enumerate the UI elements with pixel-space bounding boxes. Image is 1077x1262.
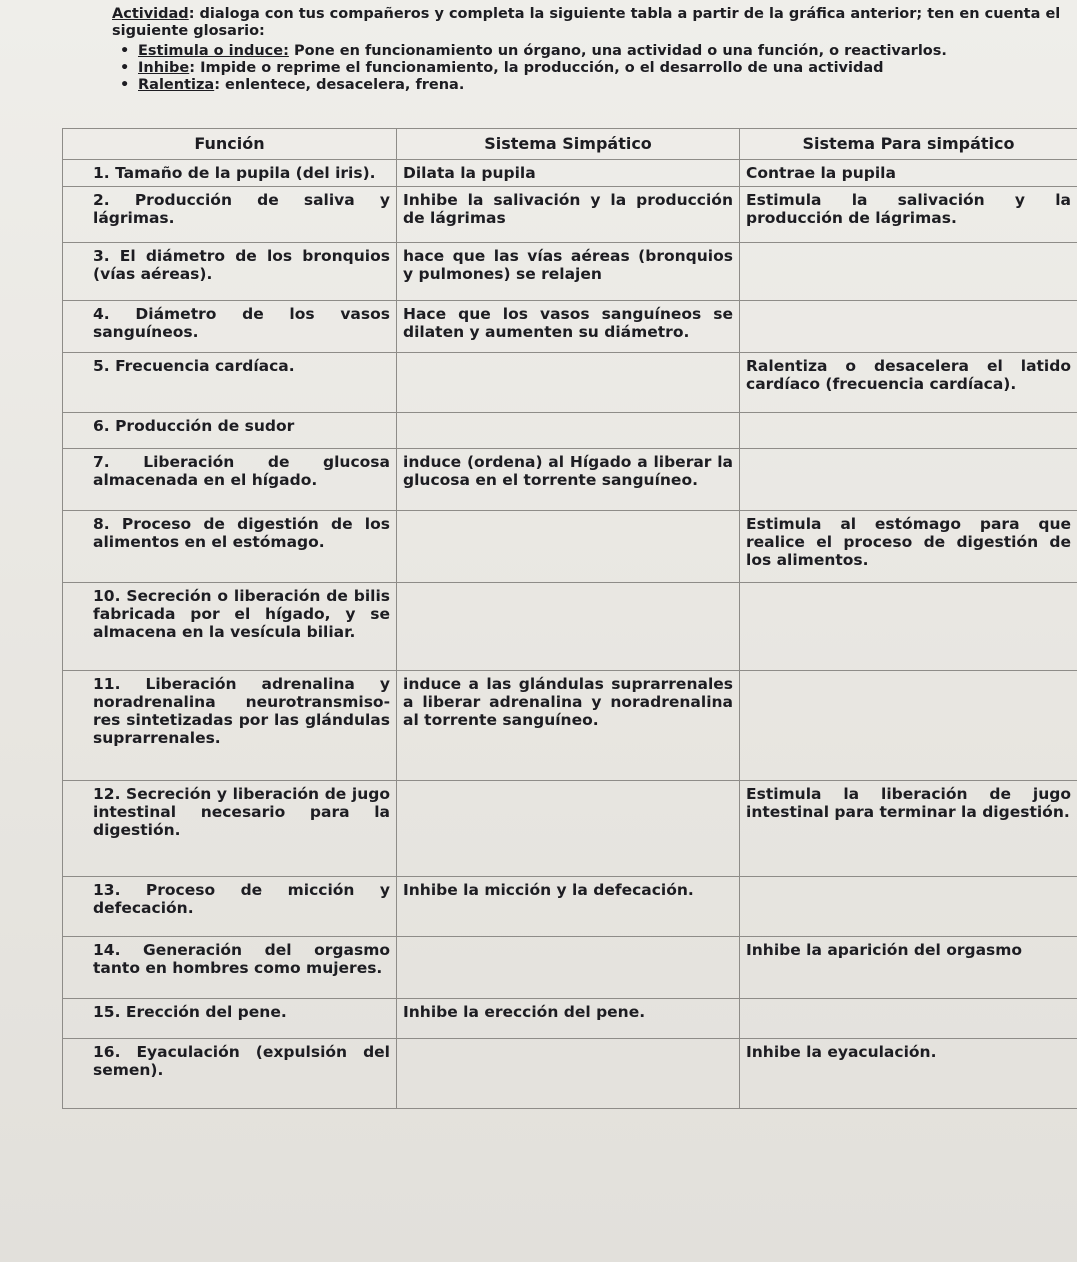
glossary-item: [138, 43, 1062, 60]
cell-parasimpatico: [740, 243, 1077, 301]
table-row: [63, 353, 1077, 413]
cell-parasimpatico: [740, 449, 1077, 511]
cell-parasimpatico: [740, 301, 1077, 353]
cell-simpatico: [397, 583, 740, 671]
header-parasimpatico: Sistema Para simpático: [740, 129, 1077, 160]
table-row: [63, 160, 1077, 187]
glossary-definition: : enlentece, desacelera, frena.: [214, 77, 465, 93]
cell-parasimpatico: Estimula la liberación de jugo intestinal para terminar la digestión.: [740, 781, 1077, 877]
cell-simpatico: Hace que los vasos sanguíneos se dilaten y aumenten su diámetro.: [397, 301, 740, 353]
glossary-term: Inhibe: [138, 60, 190, 76]
cell-simpatico: [397, 937, 740, 999]
glossary-item: [138, 77, 1062, 94]
cell-parasimpatico: Inhibe la aparición del orgasmo: [740, 937, 1077, 999]
cell-simpatico: [397, 353, 740, 413]
table-row: [63, 1039, 1077, 1109]
cell-funcion: 11. Liberación adrenalina y noradrenalina neurotransmiso-res sintetizadas por las glándulas suprarrenales.: [63, 671, 397, 781]
cell-funcion: 6. Producción de sudor: [63, 413, 397, 449]
cell-funcion: 2. Producción de saliva y lágrimas.: [63, 187, 397, 243]
cell-simpatico: [397, 1039, 740, 1109]
cell-funcion: 14. Generación del orgasmo tanto en hombres como mujeres.: [63, 937, 397, 999]
cell-funcion: 3. El diámetro de los bronquios (vías aéreas).: [63, 243, 397, 301]
table-row: [63, 671, 1077, 781]
table-body: [63, 160, 1077, 1109]
cell-parasimpatico: [740, 413, 1077, 449]
cell-simpatico: Inhibe la micción y la defecación.: [397, 877, 740, 937]
cell-funcion: 10. Secreción o liberación de bilis fabricada por el hígado, y se almacena en la vesícula biliar.: [63, 583, 397, 671]
glossary-definition: : Impide o reprime el funcionamiento, la producción, o el desarrollo de una actividad: [189, 60, 884, 76]
cell-simpatico: Inhibe la erección del pene.: [397, 999, 740, 1039]
glossary-definition: Pone en funcionamiento un órgano, una actividad o una función, o reactivarlos.: [288, 43, 947, 59]
cell-simpatico: [397, 781, 740, 877]
glossary-term: Estimula o induce:: [138, 43, 289, 59]
activity-paragraph: [112, 6, 1062, 40]
glossary-term: Ralentiza: [138, 77, 215, 93]
cell-funcion: 13. Proceso de micción y defecación.: [63, 877, 397, 937]
cell-simpatico: induce (ordena) al Hígado a liberar la glucosa en el torrente sanguíneo.: [397, 449, 740, 511]
cell-parasimpatico: Ralentiza o desacelera el latido cardíaco (frecuencia cardíaca).: [740, 353, 1077, 413]
activity-instructions: [112, 6, 1062, 94]
table-header-row: [63, 129, 1077, 160]
cell-funcion: 12. Secreción y liberación de jugo intestinal necesario para la digestión.: [63, 781, 397, 877]
cell-simpatico: hace que las vías aéreas (bronquios y pulmones) se relajen: [397, 243, 740, 301]
cell-parasimpatico: Estimula la salivación y la producción de lágrimas.: [740, 187, 1077, 243]
cell-parasimpatico: Contrae la pupila: [740, 160, 1077, 187]
table-row: [63, 999, 1077, 1039]
cell-simpatico: Dilata la pupila: [397, 160, 740, 187]
cell-parasimpatico: [740, 999, 1077, 1039]
activity-text: : dialoga con tus compañeros y completa la siguiente tabla a partir de la gráfica anterior; ten en cuenta el siguiente glosario:: [112, 6, 1061, 39]
table-row: [63, 243, 1077, 301]
cell-funcion: 1. Tamaño de la pupila (del iris).: [63, 160, 397, 187]
cell-parasimpatico: [740, 877, 1077, 937]
glossary-item: [138, 60, 1062, 77]
table-row: [63, 511, 1077, 583]
table-row: [63, 877, 1077, 937]
table-row: [63, 937, 1077, 999]
table-row: [63, 449, 1077, 511]
activity-label: Actividad: [112, 6, 189, 22]
cell-funcion: 15. Erección del pene.: [63, 999, 397, 1039]
table-row: [63, 187, 1077, 243]
cell-parasimpatico: Estimula al estómago para que realice el proceso de digestión de los alimentos.: [740, 511, 1077, 583]
table-row: [63, 781, 1077, 877]
cell-funcion: 4. Diámetro de los vasos sanguíneos.: [63, 301, 397, 353]
cell-simpatico: [397, 511, 740, 583]
nervous-system-table: [62, 128, 1077, 1109]
glossary-list: [112, 43, 1062, 94]
cell-funcion: 7. Liberación de glucosa almacenada en el hígado.: [63, 449, 397, 511]
cell-simpatico: [397, 413, 740, 449]
cell-funcion: 8. Proceso de digestión de los alimentos en el estómago.: [63, 511, 397, 583]
cell-simpatico: Inhibe la salivación y la producción de lágrimas: [397, 187, 740, 243]
header-funcion: Función: [63, 129, 397, 160]
table-row: [63, 301, 1077, 353]
cell-simpatico: induce a las glándulas suprarrenales a liberar adrenalina y noradrenalina al torrente sanguíneo.: [397, 671, 740, 781]
cell-funcion: 16. Eyaculación (expulsión del semen).: [63, 1039, 397, 1109]
cell-parasimpatico: Inhibe la eyaculación.: [740, 1039, 1077, 1109]
cell-parasimpatico: [740, 671, 1077, 781]
cell-parasimpatico: [740, 583, 1077, 671]
table-row: [63, 583, 1077, 671]
header-simpatico: Sistema Simpático: [397, 129, 740, 160]
cell-funcion: 5. Frecuencia cardíaca.: [63, 353, 397, 413]
table-row: [63, 413, 1077, 449]
